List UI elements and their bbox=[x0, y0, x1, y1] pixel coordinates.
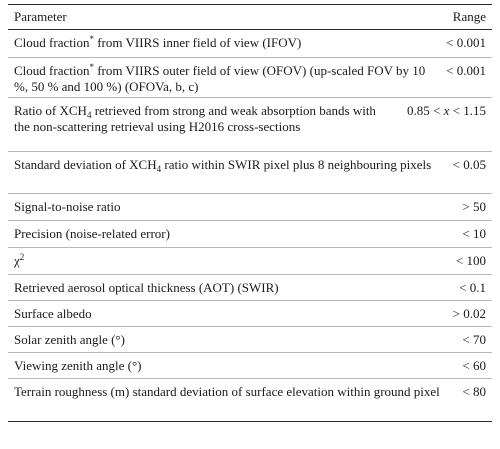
parameter-cell: Signal-to-noise ratio bbox=[14, 199, 121, 214]
parameter-cell: Terrain roughness (m) standard deviation of surface elevation within ground pixel bbox=[14, 384, 440, 399]
parameter-cell: Cloud fraction* from VIIRS outer field of view (OFOV) (up-scaled FOV by 10 %, 50 % and 100 %) (OFOVa, b, c) bbox=[14, 62, 426, 94]
parameter-cell: Viewing zenith angle (°) bbox=[14, 358, 142, 373]
range-cell: < 0.05 bbox=[452, 157, 486, 172]
table-row bbox=[8, 248, 492, 275]
range-cell: < 60 bbox=[462, 358, 486, 373]
parameter-cell: Retrieved aerosol optical thickness (AOT) (SWIR) bbox=[14, 280, 279, 295]
table-row bbox=[8, 152, 492, 194]
parameter-cell: Precision (noise-related error) bbox=[14, 226, 170, 241]
table-row bbox=[8, 58, 492, 98]
header-parameter: Parameter bbox=[14, 9, 67, 24]
range-cell: < 100 bbox=[455, 253, 486, 268]
table-row bbox=[8, 327, 492, 353]
table-row bbox=[8, 194, 492, 221]
parameter-cell: Cloud fraction* from VIIRS inner field of view (IFOV) bbox=[14, 34, 302, 50]
parameter-cell: Ratio of $XCH_4$ retrieved from strong and weak absorption bands with the non-scattering retrieval using H2016 cross-sections bbox=[14, 103, 376, 134]
range-cell: > 0.02 bbox=[452, 306, 486, 321]
range-cell: < 0.1 bbox=[459, 280, 486, 295]
table-body bbox=[8, 30, 492, 421]
table-row bbox=[8, 275, 492, 301]
parameter-cell: Solar zenith angle (°) bbox=[14, 332, 125, 347]
parameter-cell: Standard deviation of $XCH_4$ ratio within SWIR pixel plus 8 neighbouring pixels bbox=[14, 157, 432, 174]
table-header bbox=[8, 5, 492, 30]
range-cell: < 80 bbox=[462, 384, 486, 399]
range-cell: < 0.001 bbox=[446, 63, 486, 78]
table-row bbox=[8, 30, 492, 58]
header-range: Range bbox=[452, 9, 486, 24]
parameter-cell: $\chi^2$ bbox=[14, 252, 25, 268]
table-row bbox=[8, 301, 492, 327]
table-row bbox=[8, 379, 492, 421]
filter-criteria-table bbox=[8, 4, 492, 422]
range-cell: < 10 bbox=[462, 226, 486, 241]
table-row bbox=[8, 353, 492, 379]
range-cell: 0.85 < x < 1.15 bbox=[407, 103, 486, 118]
table-row bbox=[8, 98, 492, 152]
table-bottom-rule bbox=[8, 421, 492, 422]
range-cell: < 0.001 bbox=[446, 35, 486, 50]
table-row bbox=[8, 221, 492, 248]
range-cell: > 50 bbox=[462, 199, 486, 214]
range-cell: < 70 bbox=[462, 332, 486, 347]
parameter-cell: Surface albedo bbox=[14, 306, 92, 321]
